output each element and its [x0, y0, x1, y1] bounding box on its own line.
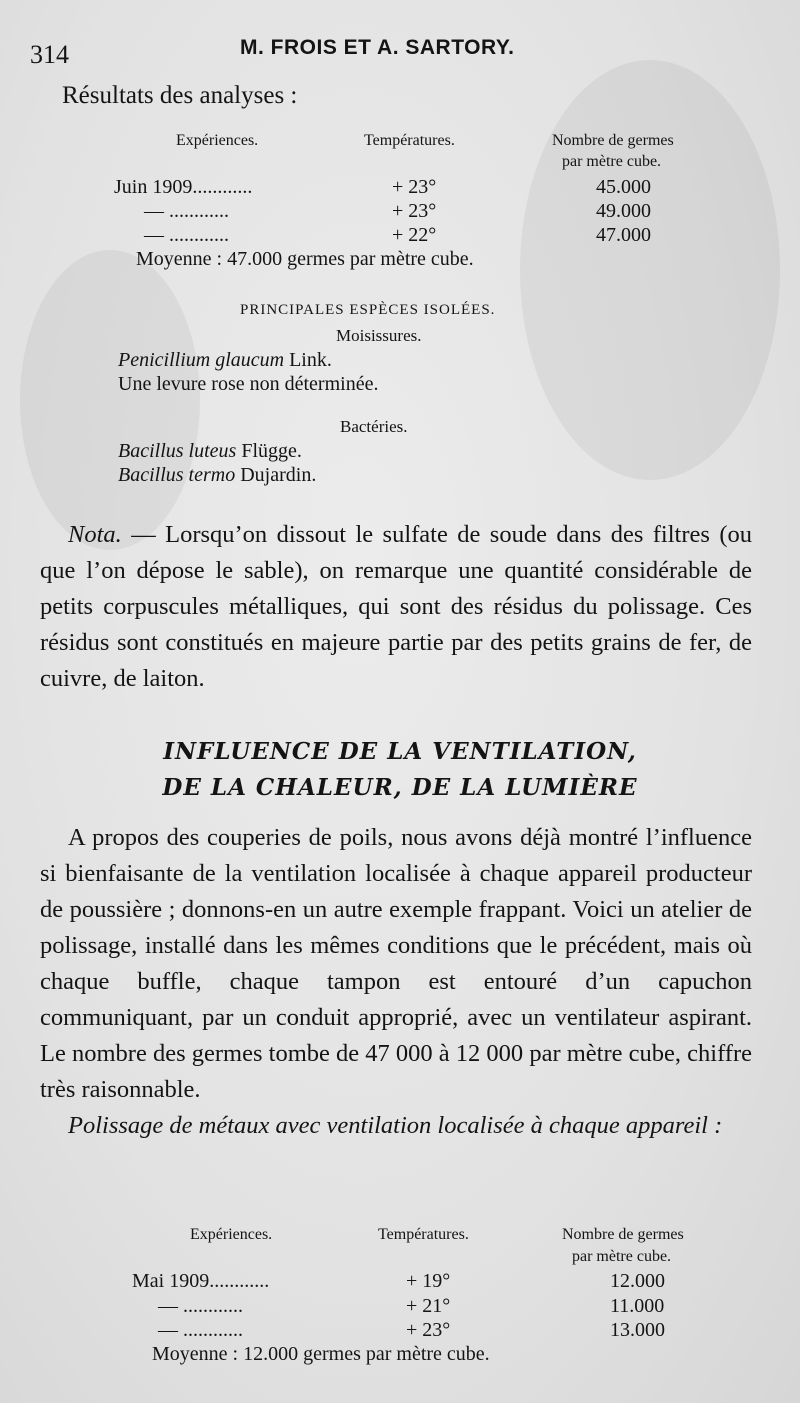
running-title: M. FROIS ET A. SARTORY.: [240, 36, 515, 59]
mold-1-author: Link.: [284, 349, 332, 371]
table1-row-temp: + 23°: [392, 176, 437, 198]
mold-1: [118, 349, 332, 372]
table2-row-count: 12.000: [610, 1270, 665, 1292]
show-through-stain: [20, 250, 200, 550]
table2-row-temp: + 23°: [406, 1319, 451, 1341]
table1-row-count: 49.000: [596, 200, 651, 222]
bacteria-heading: Bactéries.: [340, 417, 408, 436]
species-title: PRINCIPALES ESPÈCES ISOLÉES.: [240, 302, 496, 318]
table1-row-temp: + 22°: [392, 224, 437, 246]
table2-row-count: 11.000: [610, 1295, 665, 1317]
bacterium-2: [118, 464, 316, 487]
table1-row-count: 45.000: [596, 176, 651, 198]
table1-average: Moyenne : 47.000 germes par mètre cube.: [136, 248, 474, 270]
table1-col-experiences: Expériences.: [176, 132, 259, 149]
table2-row-exp: — ............: [158, 1319, 243, 1341]
table2-row-exp: Mai 1909............: [132, 1270, 270, 1292]
table1-row-exp: — ............: [144, 200, 229, 222]
table2-row-exp: — ............: [158, 1295, 243, 1317]
nota-label: Nota.: [68, 521, 122, 548]
section-subtitle: Polissage de métaux avec ventilation localisée à chaque appareil :: [68, 1112, 723, 1139]
section-heading-line2: DE LA CHALEUR, DE LA LUMIÈRE: [162, 774, 638, 801]
molds-heading: Moisissures.: [336, 326, 422, 345]
table2-row-temp: + 21°: [406, 1295, 451, 1317]
section-heading-line1: INFLUENCE DE LA VENTILATION,: [163, 738, 637, 765]
nota-text: — Lorsqu’on dissout le sulfate de soude dans des filtres (ou que l’on dépose le sable), on remarque une quantité considérable de petits corpuscules métalliques, qui sont des résidus du polissage. Ces résidus sont constitués en majeure partie par des petits grains de fer, de cuivre, de laiton.: [40, 521, 752, 692]
mold-1-genus: Penicillium glaucum: [118, 349, 285, 371]
table1-row-temp: + 23°: [392, 200, 437, 222]
bacterium-1: [118, 440, 302, 463]
show-through-stain: [520, 60, 780, 480]
table2-col-count-line2: par mètre cube.: [572, 1248, 672, 1265]
mold-2: Une levure rose non déterminée.: [118, 373, 379, 395]
ventilation-paragraph: [40, 820, 752, 1144]
table1-row-count: 47.000: [596, 224, 651, 246]
table1-col-count-line1: Nombre de germes: [552, 132, 674, 149]
table1-row-exp: Juin 1909............: [114, 176, 253, 198]
bacterium-1-genus: Bacillus luteus: [118, 440, 237, 462]
table2-row-count: 13.000: [610, 1319, 665, 1341]
bacterium-1-author: Flügge.: [236, 440, 302, 462]
table1-col-count-line2: par mètre cube.: [562, 153, 662, 170]
table2-row-temp: + 19°: [406, 1270, 451, 1292]
ventilation-paragraph-text: A propos des couperies de poils, nous avons déjà montré l’influence si bienfaisante de la ventilation localisée à chaque appareil producteur de poussière ; donnons-en un autre exemple frappant. Voici un atelier de polissage, installé dans les mêmes conditions que le précédent, mais où chaque buffle, chaque tampon est entouré d’un capuchon communiquant, par un conduit approprié, avec un ventilateur aspirant. Le nombre des germes tombe de 47 000 à 12 000 par mètre cube, chiffre très raisonnable.: [40, 824, 752, 1103]
results-heading: Résultats des analyses :: [62, 82, 298, 109]
bacterium-2-genus: Bacillus termo: [118, 464, 236, 486]
page-number: 314: [30, 40, 69, 69]
bacterium-2-author: Dujardin.: [235, 464, 317, 486]
section-heading: [0, 734, 800, 806]
nota-paragraph: [40, 517, 752, 697]
table2-col-temperatures: Températures.: [378, 1226, 469, 1243]
table1-row-exp: — ............: [144, 224, 229, 246]
table2-average: Moyenne : 12.000 germes par mètre cube.: [152, 1343, 490, 1365]
table2-col-count-line1: Nombre de germes: [562, 1226, 684, 1243]
table1-col-temperatures: Températures.: [364, 132, 455, 149]
table2-col-experiences: Expériences.: [190, 1226, 273, 1243]
